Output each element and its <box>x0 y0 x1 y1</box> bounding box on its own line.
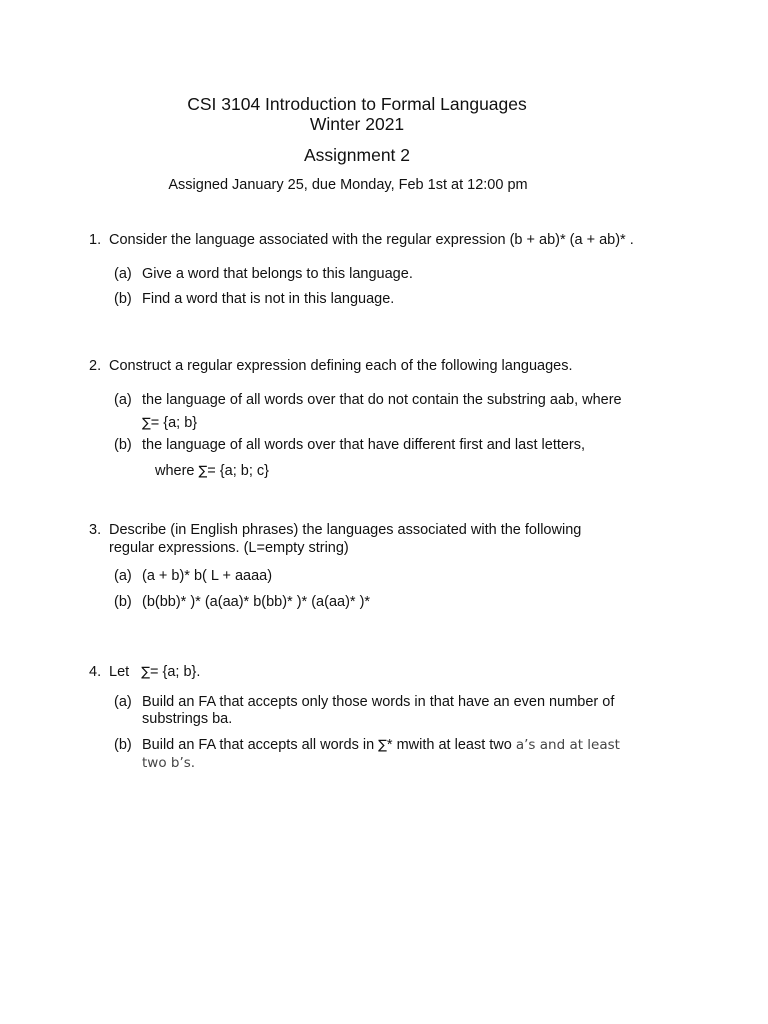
part-label: (a) <box>114 266 132 282</box>
part-label: (b) <box>114 594 132 610</box>
term: Winter 2021 <box>309 114 405 134</box>
sigma-symbol: ∑ <box>198 464 208 479</box>
part-label: (a) <box>114 568 132 584</box>
question-text: Construct a regular expression defining each of the following languages. <box>109 358 573 374</box>
assignment-title: Assignment 2 <box>303 145 411 165</box>
question-text: Describe (in English phrases) the languages associated with the following <box>109 522 582 538</box>
part-label: (b) <box>114 437 132 453</box>
part-text-continued: substrings ba. <box>142 711 233 727</box>
alphabet-definition: = {a; b}. <box>150 664 201 680</box>
part-text: the language of all words over that have different first and last letters, <box>142 437 586 453</box>
part-text: the language of all words over that do not contain the substring aab, where <box>142 392 622 408</box>
let-word: Let <box>109 664 130 680</box>
question-number: 1. <box>89 232 102 248</box>
part-label: (a) <box>114 392 132 408</box>
sigma-symbol: ∑ <box>378 738 387 753</box>
part-text-middle: * mwith at least two <box>386 737 516 753</box>
question-number: 2. <box>89 358 102 374</box>
part-text-continued: two b’s. <box>142 755 196 771</box>
part-text: (a + b)* b( L + aaaa) <box>142 568 273 584</box>
question-number: 4. <box>89 664 102 680</box>
part-text: Give a word that belongs to this language. <box>142 266 413 282</box>
sigma-symbol: ∑ <box>142 416 151 431</box>
part-text: (b(bb)* )* (a(aa)* b(bb)* )* (a(aa)* )* <box>142 594 371 610</box>
part-text: Find a word that is not in this language. <box>142 291 395 307</box>
question-number: 3. <box>89 522 102 538</box>
part-label: (b) <box>114 291 132 307</box>
part-label: (b) <box>114 737 132 753</box>
question-text-continued: regular expressions. (L=empty string) <box>109 540 349 556</box>
part-text: Build an FA that accepts only those words in that have an even number of <box>142 694 615 710</box>
sigma-symbol: ∑ <box>141 665 151 680</box>
course-title: CSI 3104 Introduction to Formal Languages <box>187 94 527 114</box>
where-word: where <box>155 463 199 479</box>
alphabet-definition: = {a; b; c} <box>207 463 269 479</box>
assigned-date: Assigned January 25, due Monday, Feb 1st at 12:00 pm <box>168 177 528 193</box>
part-text: Build an FA that accepts all words in <box>142 737 379 753</box>
part-label: (a) <box>114 694 132 710</box>
part-text-end: a’s and at least <box>515 737 620 753</box>
alphabet-definition: = {a; b} <box>150 415 198 431</box>
question-text: Consider the language associated with the regular expression (b + ab)* (a + ab)* . <box>109 232 634 248</box>
